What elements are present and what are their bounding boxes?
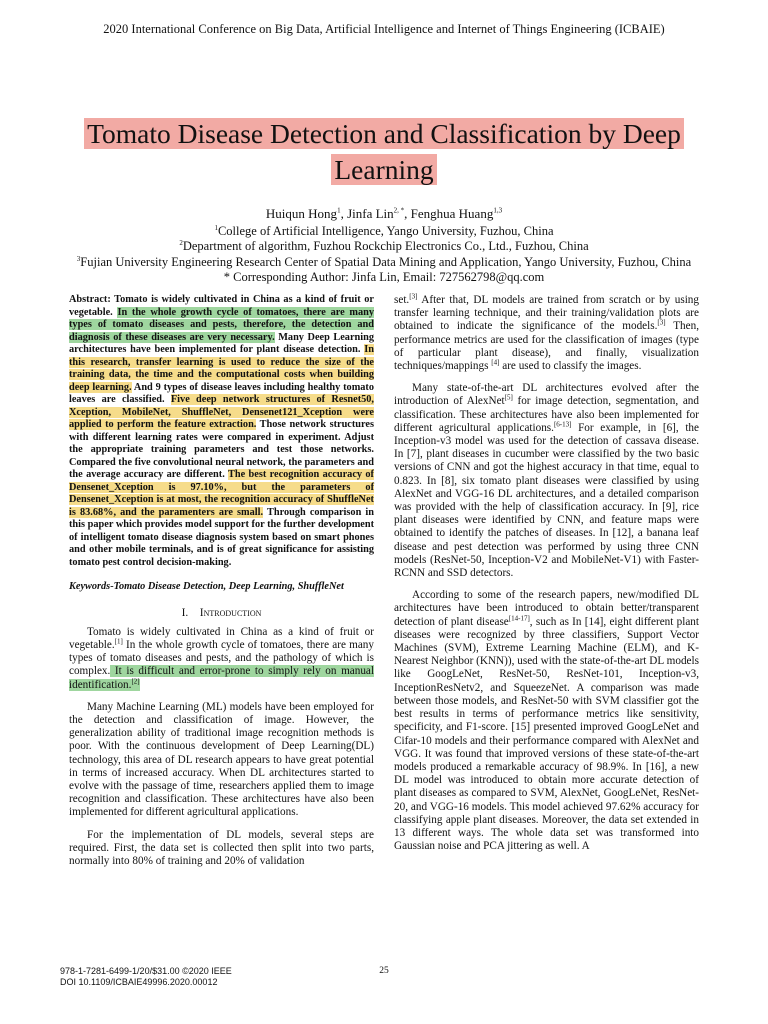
affiliation-text: Department of algorithm, Fuzhou Rockchip Electronics Co., Ltd., Fuzhou, China xyxy=(182,239,589,253)
affiliation-number: 3 xyxy=(76,254,81,263)
section-title: Introduction xyxy=(199,606,262,619)
title-line-1: Tomato Disease Detection and Classification by Deep xyxy=(84,118,684,149)
author-affiliation: 1 xyxy=(337,206,341,215)
author-affiliation: 2, * xyxy=(393,206,405,215)
paragraph-text: In the whole growth cycle of tomatoes, there are many types of tomato diseases and pests, and the pathology of which is complex. xyxy=(69,638,374,678)
paragraph-text: Then, performance metrics are used for the classification of images (type of particular plant disease), and finally, visualization techniques/mappings xyxy=(394,320,699,373)
right-paragraph-3 xyxy=(394,589,699,853)
abstract-highlight-yellow: The best recognition accuracy of Densenet_Xception is 97.10%, but the parameters of Densenet_Xception is at most, the recognition accuracy of ShuffleNet is 83.68%, and the paramenters are small. xyxy=(69,469,374,518)
citation: [6-13] xyxy=(553,420,572,429)
paragraph-text: For example, in [6], the Inception-v3 model was used for the detection of cassava disease. In [7], plant diseases in cucumber were classified by the two basic versions of CNN and got the highest accuracy in that time, equal to 0.823. In [8], six tomato plant diseases were classified by using AlexNet and VGG-16 DL architectures, and a detailed comparison was provided with the help of classification accuracy. In [9], rice plant diseases were identified by CNN, and feature maps were obtained to identify the patches of diseases. In [12], a banana leaf disease and pest detection was performed by using three CNN models (ResNet-50, Inception-V2 and MobileNet-V1) with Faster-RCNN and SSD detectors. xyxy=(394,421,699,580)
citation: [2] xyxy=(131,676,140,685)
footer-isbn: 978-1-7281-6499-1/20/$31.00 ©2020 IEEE xyxy=(60,966,232,976)
paper-title xyxy=(0,116,768,188)
paragraph-text: Many state-of-the-art DL architectures evolved after the introduction of AlexNet xyxy=(394,382,699,408)
paragraph-text: According to some of the research papers, new/modified DL architectures have been introduced to obtain better/transparent detection of plant disease xyxy=(394,589,699,628)
intro-paragraph-1 xyxy=(69,626,374,692)
paragraph-text: Tomato is widely cultivated in China as a kind of fruit or vegetable. xyxy=(69,625,374,651)
footer-doi: DOI 10.1109/ICBAIE49996.2020.00012 xyxy=(60,976,218,987)
abstract-text: Those network structures with different learning rates were compared in experiment. Adjust the appropriate training parameters and test those networks. Compared the five convolutional neural network, the parameters and the average accuracy are different. xyxy=(69,419,374,480)
author-name: Jinfa Lin xyxy=(347,206,394,221)
abstract xyxy=(69,294,374,569)
affiliation-number: 2 xyxy=(179,238,183,247)
affiliation-number: 1 xyxy=(214,223,218,232)
paragraph-text: are used to classify the images. xyxy=(499,360,642,373)
intro-paragraph-3: For the implementation of DL models, several steps are required. First, the data set is collected then split into two parts, normally into 80% of training and 20% of validation xyxy=(69,828,374,867)
author-block xyxy=(0,206,768,286)
paragraph-text: set. xyxy=(394,294,410,306)
right-paragraph-1 xyxy=(394,294,699,373)
intro-paragraph-2: Many Machine Learning (ML) models have been employed for the detection and classification of image. However, the generalization ability of traditional image recognition methods is poor. With the continuous development of Deep Learning(DL) technology, this area of DL research appears to have great potential in terms of increased accuracy. When DL architectures started to evolve with the passage of time, researchers applied them to image recognition and classification. These architectures have also been implemented for different agricultural applications. xyxy=(69,700,374,819)
affiliation-line xyxy=(0,255,768,271)
affiliation-line xyxy=(0,224,768,240)
right-column xyxy=(394,294,699,862)
paragraph-text: It is difficult and error-prone to simply rely on manual identification. xyxy=(69,665,374,691)
paragraph-text: After that, DL models are trained from scratch or by using transfer learning technique, and their training/validation plots are obtained to indicate the significance of the models. xyxy=(394,294,699,333)
citation: [3] xyxy=(657,318,666,327)
conference-header: 2020 International Conference on Big Data, Artificial Intelligence and Internet of Things Engineering (ICBAIE) xyxy=(103,22,665,36)
author-name: Huiqun Hong xyxy=(265,206,338,221)
citation: [5] xyxy=(504,393,513,402)
section-number: I. xyxy=(181,606,189,619)
section-heading xyxy=(69,607,374,620)
citation: [4] xyxy=(491,358,500,367)
citation: [3] xyxy=(409,292,418,301)
affiliation-text: Fujian University Engineering Research Center of Spatial Data Mining and Application, Yango University, Fuzhou, China xyxy=(80,254,692,269)
author-names: Huiqun Hong$^1$, Jinfa Lin$^{2, *}$, Fenghua Huang$^{1,3}$ xyxy=(265,206,503,221)
corresponding-author: * Corresponding Author: Jinfa Lin, Email: 727562798@qq.com xyxy=(223,270,545,284)
abstract-highlight-green: In the whole growth cycle of tomatoes, there are many types of tomato diseases and pests, therefore, the detection and diagnosis of these diseases are very necessary. xyxy=(69,306,374,343)
left-column xyxy=(69,294,374,877)
author-affiliation: 1,3 xyxy=(493,206,503,215)
abstract-text: Abstract: Tomato is widely cultivated in China as a kind of fruit or vegetable. xyxy=(69,294,374,318)
paragraph-text: for image detection, segmentation, and classification. These architectures have also been implemented for different agricultural applications. xyxy=(394,395,699,434)
affiliation-text: College of Artificial Intelligence, Yango University, Fuzhou, China xyxy=(217,223,554,238)
citation: [14-17] xyxy=(508,613,530,622)
paragraph-text: , such as In [14], eight different plant diseases were recognized by three classifiers, Support Vector Machines (SVM), Extreme Learning Machine (ELM), and K-Nearest Neighbor (KNN)), used with the state-of-the-art DL models like GoogLeNet, ResNet-50, ResNet-101, Inception-v3, InceptionResNetv2, and SqueezeNet. A comparison was made between those models, and ResNet-50 with SVM classifier got the best results in terms of performance metrics like sensitivity, specificity, and F1-score. [15] presented improved GoogLeNet and Cifar-10 models and their performance compared with AlexNet and VGG. It was found that improved versions of these state-of-the-art models produced a remarkable accuracy of 98.9%. In [16], a new DL model was introduced to obtain more accurate detection of plant diseases as compared to SVM, AlexNet, GoogLeNet, ResNet-20, and VGG-16 models. This model achieved 97.62% accuracy for classifying apple plant diseases. Moreover, the data set extended in 13 different ways. The whole data set was transformed into Gaussian noise and PCA jittering as well. A xyxy=(394,615,700,853)
affiliation-line xyxy=(0,239,768,255)
abstract-text: Through comparison in this paper which provides model support for the further development of intelligent tomato disease diagnosis system based on smart phones and other mobile terminals, and is of great significance for assisting tomato pest control decision-making. xyxy=(69,506,374,568)
abstract-highlight-yellow: Five deep network structures of Resnet50, Xception, MobileNet, ShuffleNet, Densenet121_Xception were applied to perform the feature extraction. xyxy=(69,394,374,430)
author-name: Fenghua Huang xyxy=(410,206,494,221)
abstract-highlight-yellow: In this research, transfer learning is used to reduce the size of the training data, the time and the computational costs when building deep learning. xyxy=(69,344,374,393)
right-paragraph-2 xyxy=(394,382,699,580)
citation: [1] xyxy=(114,637,123,646)
keywords: Keywords-Tomato Disease Detection, Deep Learning, ShuffleNet xyxy=(69,581,344,592)
abstract-text: And 9 types of disease leaves including healthy tomato leaves are classified. xyxy=(69,381,374,405)
highlight-green xyxy=(69,665,374,690)
title-line-2: Learning xyxy=(331,154,436,185)
page-number: 25 xyxy=(379,966,389,976)
abstract-text: Many Deep Learning architectures have been implemented for plant disease detection. xyxy=(69,331,374,355)
